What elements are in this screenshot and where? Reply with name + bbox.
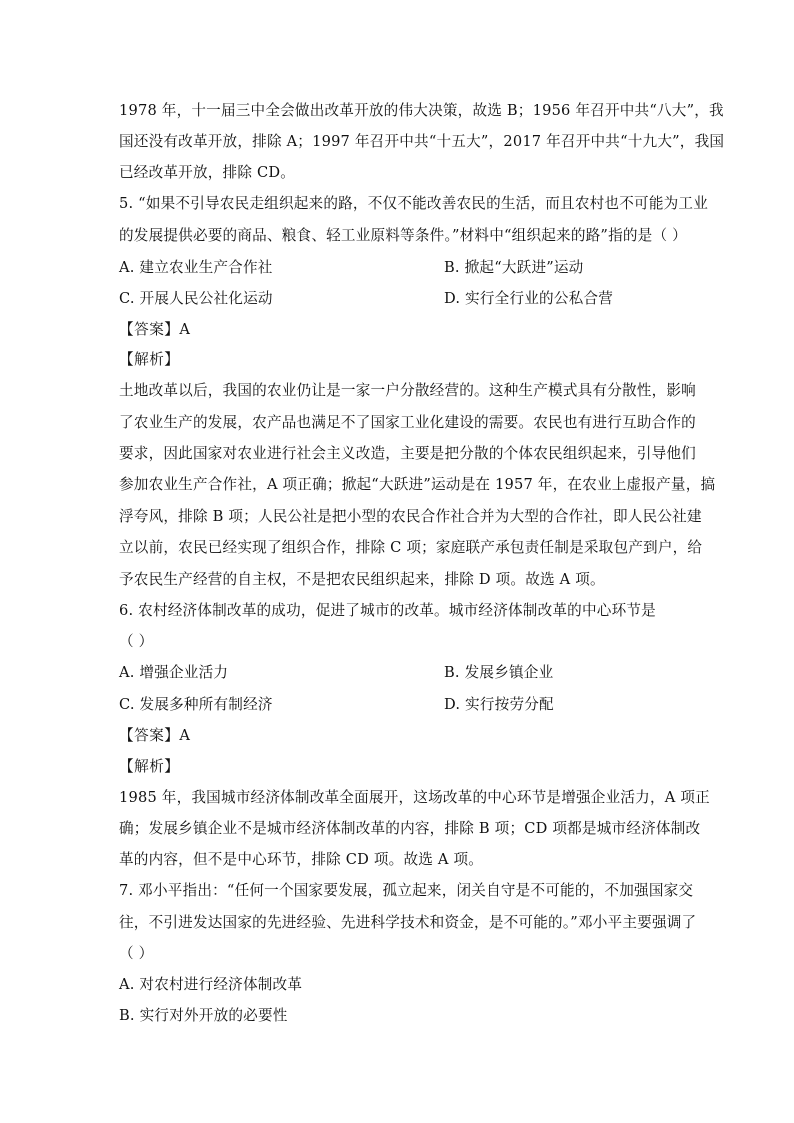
q5-option-d: D. 实行全行业的公私合营 [444,290,613,307]
q7-option-a: A. 对农村进行经济体制改革 [119,976,303,993]
q6-analysis-line-2: 确；发展乡镇企业不是城市经济体制改革的内容，排除 B 项；CD 项都是城市经济体制改 [119,820,701,837]
q6-option-a: A. 增强企业活力 [119,664,229,681]
q5-answer: 【答案】A [119,321,191,338]
q7-stem-line-2: 往，不引进发达国家的先进经验、先进科学技术和资金，是不可能的。”邓小平主要强调了 [119,914,697,931]
q7-option-b: B. 实行对外开放的必要性 [119,1007,288,1024]
q6-option-b: B. 发展乡镇企业 [444,664,554,681]
q7-stem-line-1: 7. 邓小平指出：“任何一个国家要发展，孤立起来，闭关自守是不可能的，不加强国家交 [119,882,694,899]
q5-analysis-line-5: 浮夸风，排除 B 项；人民公社是把小型的农民合作社合并为大型的合作社，即人民公社建 [119,508,702,525]
intro-line-2: 国还没有改革开放，排除 A；1997 年召开中共“十五大”，2017 年召开中共“十九大”，我国 [119,133,725,150]
q5-stem-line-1: 5. “如果不引导农民走组织起来的路，不仅不能改善农民的生活，而且农村也不可能为工业 [119,195,708,212]
q6-analysis-label: 【解析】 [119,758,180,775]
q6-stem-line-2: （ ） [119,633,154,650]
q7-stem-line-3: （ ） [119,945,154,962]
q6-option-c: C. 发展多种所有制经济 [119,696,273,713]
q6-answer: 【答案】A [119,727,191,744]
q6-analysis-line-3: 革的内容，但不是中心环节，排除 CD 项。故选 A 项。 [119,851,484,868]
q5-analysis-line-3: 要求，因此国家对农业进行社会主义改造，主要是把分散的个体农民组织起来，引导他们 [119,445,696,462]
q5-analysis-line-2: 了农业生产的发展，农产品也满足不了国家工业化建设的需要。农民也有进行互助合作的 [119,414,696,431]
q5-analysis-line-7: 予农民生产经营的自主权，不是把农民组织起来，排除 D 项。故选 A 项。 [119,571,605,588]
q5-analysis-line-6: 立以前，农民已经实现了组织合作，排除 C 项；家庭联产承包责任制是采取包产到户，给 [119,539,703,556]
q6-stem-line-1: 6. 农村经济体制改革的成功，促进了城市的改革。城市经济体制改革的中心环节是 [119,602,656,619]
intro-line-3: 已经改革开放，排除 CD。 [119,164,296,181]
q6-analysis-line-1: 1985 年，我国城市经济体制改革全面展开，这场改革的中心环节是增强企业活力，A 项正 [119,789,710,806]
q5-option-c: C. 开展人民公社化运动 [119,290,273,307]
q5-stem-line-2: 的发展提供必要的商品、粮食、轻工业原料等条件。”材料中“组织起来的路”指的是（ ） [119,227,687,244]
intro-line-1: 1978 年，十一届三中全会做出改革开放的伟大决策，故选 B；1956 年召开中共“八大”，我 [119,102,724,119]
q5-analysis-label: 【解析】 [119,351,180,368]
q5-option-a: A. 建立农业生产合作社 [119,259,273,276]
q5-option-b: B. 掀起“大跃进”运动 [444,259,584,276]
q5-analysis-line-1: 土地改革以后，我国的农业仍让是一家一户分散经营的。这种生产模式具有分散性，影响 [119,382,696,399]
q5-analysis-line-4: 参加农业生产合作社，A 项正确；掀起“大跃进”运动是在 1957 年，在农业上虚报产量，搞 [119,476,716,493]
q6-option-d: D. 实行按劳分配 [444,696,554,713]
